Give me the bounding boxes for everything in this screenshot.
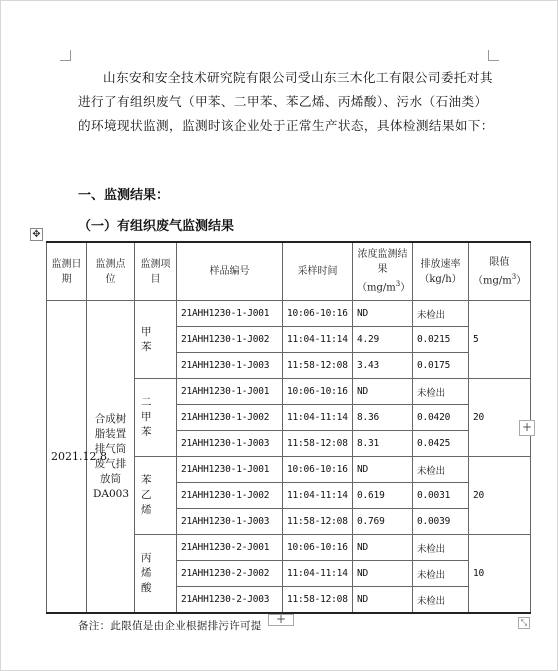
cell-time: 11:04-11:14: [283, 327, 353, 353]
subsection-heading: （一）有组织废气监测结果: [78, 219, 235, 234]
table-note: 备注：此限值是由企业根据排污许可提: [78, 620, 262, 632]
cell-sample: 21AHH1230-1-J002: [177, 327, 283, 353]
cell-sample: 21AHH1230-2-J003: [177, 587, 283, 614]
cell-sample: 21AHH1230-1-J001: [177, 457, 283, 483]
cell-rate: 未检出: [413, 379, 469, 405]
table-header-row: [47, 242, 531, 301]
cell-conc: ND: [353, 535, 413, 561]
cell-conc: ND: [353, 301, 413, 327]
header-conc: 浓度监测结果 $(mg/m^3)$: [353, 242, 413, 301]
table-resize-handle-icon[interactable]: ⤡: [518, 617, 530, 629]
cell-conc: 8.36: [353, 405, 413, 431]
cell-sample: 21AHH1230-1-J003: [177, 431, 283, 457]
cell-point: 合成树脂装置排气筒废气排放筒DA003: [87, 301, 135, 614]
header-item: 监测项目: [135, 242, 177, 301]
cell-conc: ND: [353, 587, 413, 614]
add-column-plus-icon[interactable]: +: [519, 420, 535, 436]
cell-rate: 未检出: [413, 561, 469, 587]
header-point: 监测点位: [87, 242, 135, 301]
cell-rate: 0.0175: [413, 353, 469, 379]
cell-limit: 20: [469, 457, 531, 535]
cell-rate: 0.0039: [413, 509, 469, 535]
intro-paragraph: 山东安和安全技术研究院有限公司受山东三木化工有限公司委托对其进行了有组织废气（甲苯、二甲苯、苯乙烯、丙烯酸）、污水（石油类）的环境现状监测，监测时该企业处于正常生产状态，具体检测结果如下：: [78, 70, 494, 133]
cell-rate: 未检出: [413, 457, 469, 483]
header-rate: 排放速率（kg/h）: [413, 242, 469, 301]
cell-conc: 0.619: [353, 483, 413, 509]
cell-sample: 21AHH1230-1-J001: [177, 301, 283, 327]
cell-time: 11:58-12:08: [283, 431, 353, 457]
cell-sample: 21AHH1230-1-J003: [177, 509, 283, 535]
cell-time: 11:04-11:14: [283, 561, 353, 587]
cell-rate: 0.0425: [413, 431, 469, 457]
margin-marker-top-left: [60, 50, 71, 61]
cell-limit: 10: [469, 535, 531, 614]
cell-time: 11:04-11:14: [283, 405, 353, 431]
cell-conc: 4.29: [353, 327, 413, 353]
cell-item: 丙烯酸: [135, 535, 177, 614]
cell-item: 苯乙烯: [135, 457, 177, 535]
header-time: 采样时间: [283, 242, 353, 301]
cell-time: 11:58-12:08: [283, 509, 353, 535]
results-table: [46, 241, 531, 614]
cell-time: 10:06-10:16: [283, 457, 353, 483]
cell-rate: 0.0031: [413, 483, 469, 509]
cell-rate: 0.0420: [413, 405, 469, 431]
cell-time: 10:06-10:16: [283, 301, 353, 327]
cell-date: 2021.12.8: [47, 301, 87, 614]
cell-time: 10:06-10:16: [283, 535, 353, 561]
cell-item: 二甲苯: [135, 379, 177, 457]
table-row: [47, 301, 531, 327]
margin-marker-top-right: [488, 50, 499, 61]
cell-limit: 5: [469, 301, 531, 379]
cell-sample: 21AHH1230-1-J001: [177, 379, 283, 405]
results-table-wrapper: [46, 241, 527, 614]
cell-time: 11:58-12:08: [283, 353, 353, 379]
cell-rate: 未检出: [413, 535, 469, 561]
cell-conc: 0.769: [353, 509, 413, 535]
cell-conc: ND: [353, 457, 413, 483]
add-row-plus-icon[interactable]: +: [268, 614, 294, 626]
cell-limit: 20: [469, 379, 531, 457]
cell-rate: 未检出: [413, 587, 469, 614]
header-sample: 样品编号: [177, 242, 283, 301]
cell-time: 11:58-12:08: [283, 587, 353, 614]
cell-sample: 21AHH1230-1-J002: [177, 483, 283, 509]
cell-rate: 未检出: [413, 301, 469, 327]
cell-sample: 21AHH1230-2-J002: [177, 561, 283, 587]
cell-conc: 8.31: [353, 431, 413, 457]
table-move-handle-icon[interactable]: ✥: [30, 228, 43, 241]
section-heading: 一、监测结果：: [78, 188, 170, 203]
header-date: 监测日期: [47, 242, 87, 301]
table-body: [47, 301, 531, 614]
cell-conc: ND: [353, 379, 413, 405]
cell-sample: 21AHH1230-1-J003: [177, 353, 283, 379]
cell-conc: 3.43: [353, 353, 413, 379]
cell-rate: 0.0215: [413, 327, 469, 353]
header-limit: 限值 $(mg/m^3)$: [469, 242, 531, 301]
cell-item: 甲苯: [135, 301, 177, 379]
cell-time: 10:06-10:16: [283, 379, 353, 405]
cell-conc: ND: [353, 561, 413, 587]
cell-sample: 21AHH1230-1-J002: [177, 405, 283, 431]
cell-time: 11:04-11:14: [283, 483, 353, 509]
cell-sample: 21AHH1230-2-J001: [177, 535, 283, 561]
